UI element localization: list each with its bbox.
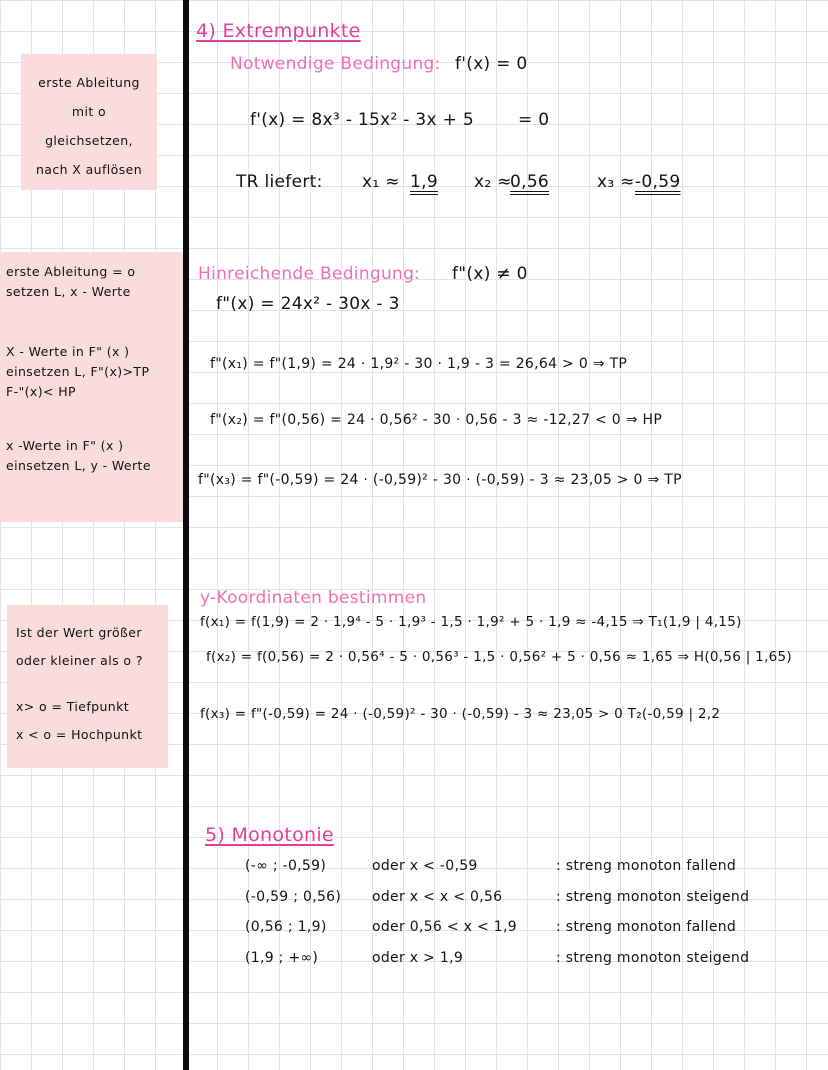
first-derivative-formula: f'(x) = 8x³ - 15x² - 3x + 5 xyxy=(250,110,474,130)
necessary-condition-label: Notwendige Bedingung: xyxy=(230,54,441,74)
check-x1-line: f"(x₁) = f"(1,9) = 24 · 1,9² - 30 · 1,9 - 3 = 26,64 > 0 ⇒ TP xyxy=(210,356,628,372)
note-line: X - Werte in F" (x ) xyxy=(6,344,130,359)
mono-description: : streng monoton fallend xyxy=(556,919,737,935)
note-line: einsetzen L, y - Werte xyxy=(6,458,151,473)
note-first-derivative xyxy=(21,54,157,190)
check-x2-line: f"(x₂) = f"(0,56) = 24 · 0,56² - 30 · 0,56 - 3 ≈ -12,27 < 0 ⇒ HP xyxy=(210,412,663,428)
note-line: x> o = Tiefpunkt xyxy=(16,699,130,714)
y1-line: f(x₁) = f(1,9) = 2 · 1,9⁴ - 5 · 1,9³ - 1,5 · 1,9² + 5 · 1,9 ≈ -4,15 ⇒ T₁(1,9 | 4,15) xyxy=(200,614,742,630)
note-line xyxy=(6,302,183,342)
note-line: Ist der Wert größer xyxy=(16,625,142,640)
x2-value: 0,56 xyxy=(510,172,550,192)
check-x3-line: f"(x₃) = f"(-0,59) = 24 · (-0,59)² - 30 · (-0,59) - 3 ≈ 23,05 > 0 ⇒ TP xyxy=(198,472,682,488)
note-sign-check xyxy=(7,605,168,768)
note-procedure xyxy=(0,252,183,522)
y2-line: f(x₂) = f(0,56) = 2 · 0,56⁴ - 5 · 0,56³ - 1,5 · 0,56² + 5 · 0,56 ≈ 1,65 ⇒ H(0,56 | 1,65) xyxy=(206,649,793,665)
section-title-monotonie: 5) Monotonie xyxy=(205,824,334,846)
second-derivative-formula: f"(x) = 24x² - 30x - 3 xyxy=(216,294,400,314)
note-line: einsetzen L, F"(x)>TP xyxy=(6,364,150,379)
margin-divider-line xyxy=(183,0,189,1070)
mono-condition: oder x < -0,59 xyxy=(372,858,478,874)
mono-condition: oder x < x < 0,56 xyxy=(372,889,503,905)
y3-line: f(x₃) = f"(-0,59) = 24 · (-0,59)² - 30 · (-0,59) - 3 ≈ 23,05 > 0 T₂(-0,59 | 2,2 xyxy=(200,706,721,722)
tr-label: TR liefert: xyxy=(236,172,323,192)
note-line: erste Ableitung xyxy=(38,75,140,90)
note-line: x -Werte in F" (x ) xyxy=(6,438,124,453)
sufficient-condition-formula: f"(x) ≠ 0 xyxy=(452,264,528,284)
mono-interval: (-0,59 ; 0,56) xyxy=(245,889,342,905)
mono-condition: oder x > 1,9 xyxy=(372,950,464,966)
x2-prefix: x₂ ≈ xyxy=(474,172,512,192)
first-derivative-equals-zero: = 0 xyxy=(518,110,550,130)
mono-description: : streng monoton steigend xyxy=(556,950,750,966)
mono-condition: oder 0,56 < x < 1,9 xyxy=(372,919,517,935)
note-line: x < o = Hochpunkt xyxy=(16,727,143,742)
note-line: gleichsetzen, xyxy=(45,133,133,148)
section-title-extrempunkte: 4) Extrempunkte xyxy=(196,20,361,42)
note-line: nach X auflösen xyxy=(35,162,143,177)
mono-interval: (-∞ ; -0,59) xyxy=(245,858,327,874)
x1-prefix: x₁ ≈ xyxy=(362,172,400,192)
note-line: setzen L, x - Werte xyxy=(6,284,131,299)
note-line: erste Ableitung = o xyxy=(6,264,136,279)
mono-interval: (1,9 ; +∞) xyxy=(245,950,319,966)
x3-value: -0,59 xyxy=(635,172,681,192)
x3-prefix: x₃ ≈ xyxy=(597,172,635,192)
note-line xyxy=(16,675,168,693)
necessary-condition-formula: f'(x) = 0 xyxy=(455,54,528,74)
y-coordinates-title: y-Koordinaten bestimmen xyxy=(200,588,427,608)
note-line: oder kleiner als o ? xyxy=(16,653,143,668)
x1-value: 1,9 xyxy=(410,172,438,192)
mono-interval: (0,56 ; 1,9) xyxy=(245,919,327,935)
note-line: mit o xyxy=(71,104,107,119)
note-line: F-"(x)< HP xyxy=(6,384,76,399)
mono-description: : streng monoton fallend xyxy=(556,858,737,874)
note-line xyxy=(6,402,183,436)
mono-description: : streng monoton steigend xyxy=(556,889,750,905)
sufficient-condition-label: Hinreichende Bedingung: xyxy=(198,264,421,284)
